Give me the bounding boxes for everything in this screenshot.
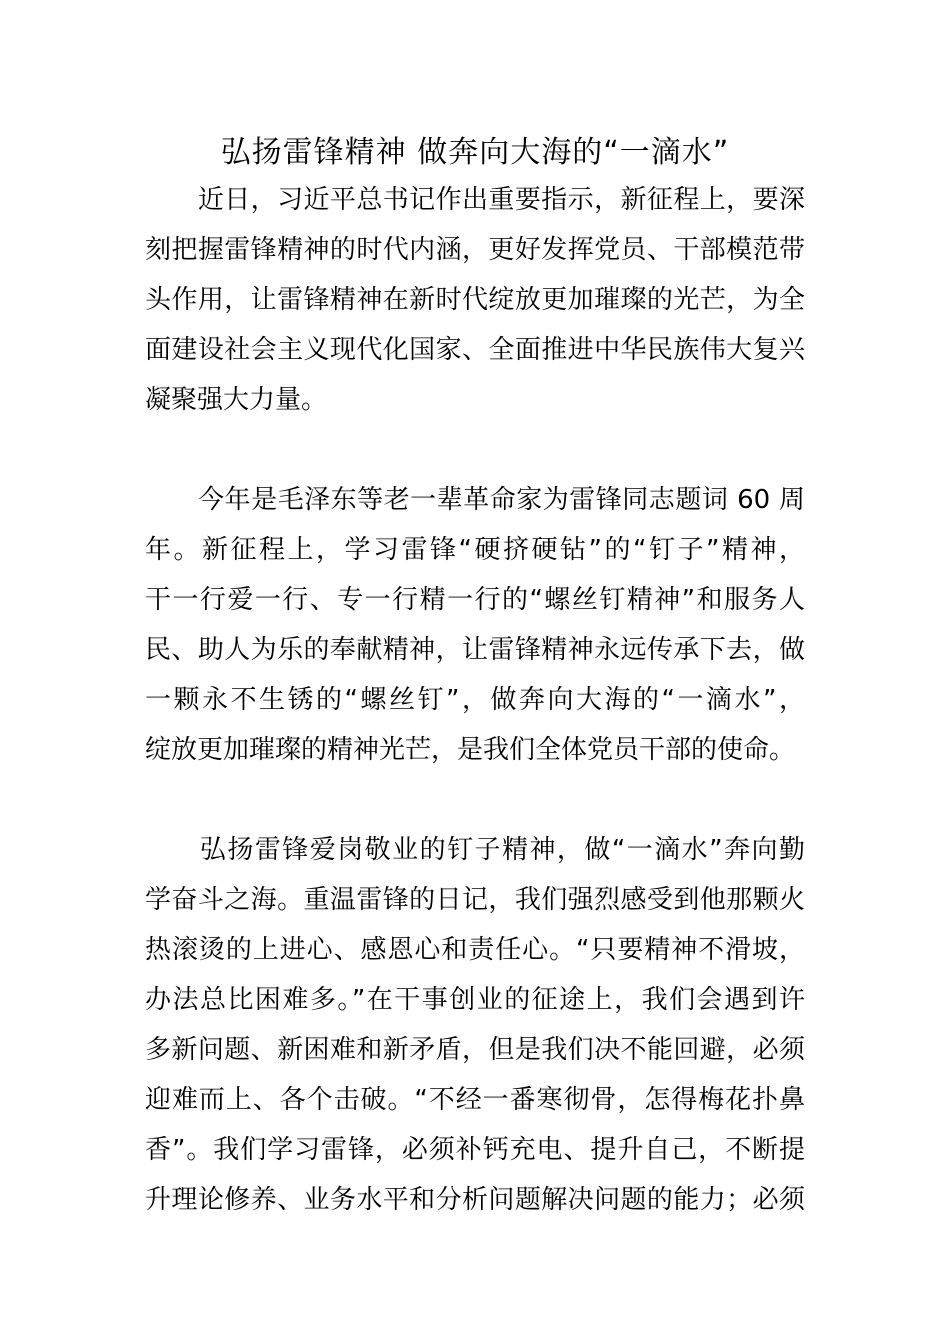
paragraph-1-line-5: 凝聚强大力量。 [145,385,328,415]
paragraph-3-line-5: 多新问题、新困难和新矛盾，但是我们决不能回避，必须 [145,1035,805,1065]
paragraph-2-line-6: 绽放更加璀璨的精神光芒，是我们全体党员干部的使命。 [145,735,796,765]
paragraph-1-line-3: 头作用，让雷锋精神在新时代绽放更加璀璨的光芒，为全 [145,285,805,315]
paragraph-3-line-7: 香”。我们学习雷锋，必须补钙充电、提升自己，不断提 [145,1135,805,1165]
paragraph-1-line-2: 刻把握雷锋精神的时代内涵，更好发挥党员、干部模范带 [145,235,805,265]
paragraph-2-line-4: 民、助人为乐的奉献精神，让雷锋精神永远传承下去，做 [145,635,805,665]
paragraph-2-line-2: 年。新征程上，学习雷锋“硬挤硬钻”的“钉子”精神， [145,535,805,565]
paragraph-2-line-1: 今年是毛泽东等老一辈革命家为雷锋同志题词 60 周 [145,485,805,515]
paragraph-3-line-3: 热滚烫的上进心、感恩心和责任心。“只要精神不滑坡， [145,935,805,965]
paragraph-1-line-4: 面建设社会主义现代化国家、全面推进中华民族伟大复兴 [145,335,805,365]
paragraph-1-line-1: 近日，习近平总书记作出重要指示，新征程上，要深 [145,185,805,215]
document-title: 弘扬雷锋精神 做奔向大海的“一滴水” [220,135,730,170]
paragraph-3-line-2: 学奋斗之海。重温雷锋的日记，我们强烈感受到他那颗火 [145,885,805,915]
paragraph-3-line-4: 办法总比困难多。”在干事创业的征途上，我们会遇到许 [145,985,805,1015]
paragraph-3-line-8: 升理论修养、业务水平和分析问题解决问题的能力；必须 [145,1185,805,1215]
paragraph-2-line-3: 干一行爱一行、专一行精一行的“螺丝钉精神”和服务人 [145,585,805,615]
paragraph-3-line-6: 迎难而上、各个击破。“不经一番寒彻骨，怎得梅花扑鼻 [145,1085,805,1115]
paragraph-2-line-5: 一颗永不生锈的“螺丝钉”，做奔向大海的“一滴水”， [145,685,805,715]
paragraph-3-line-1: 弘扬雷锋爱岗敬业的钉子精神，做“一滴水”奔向勤 [145,835,805,865]
